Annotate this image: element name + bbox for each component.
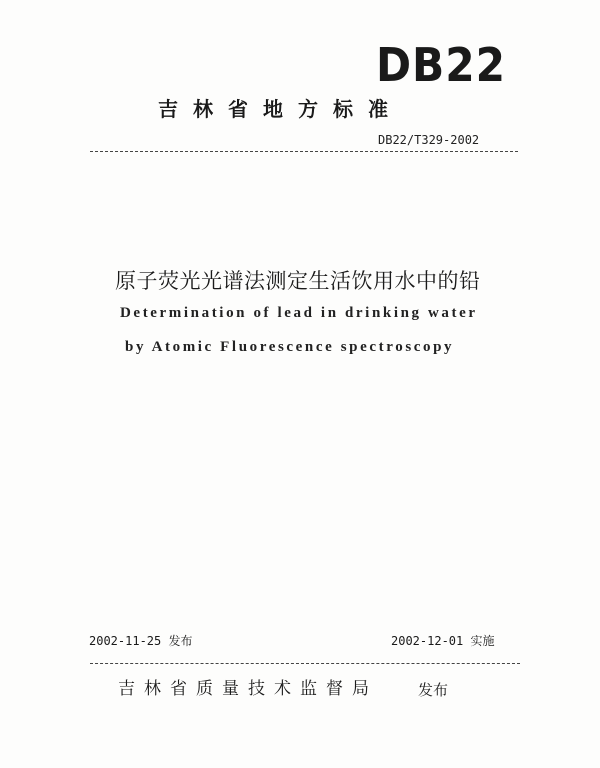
standard-code: DB22 [376,38,506,92]
header-divider [90,151,518,152]
footer-divider [90,663,520,664]
title-english-line-2: by Atomic Fluorescence spectroscopy [125,339,455,355]
standard-type: 吉林省地方标准 [158,97,403,121]
title-english-line-1: Determination of lead in drinking water [120,305,478,321]
document-number: DB22/T329-2002 [378,133,480,147]
implementation-date: 2002-12-01 实施 [391,634,495,648]
publisher-name: 吉林省质量技术监督局 [118,679,378,699]
publisher-suffix: 发布 [418,681,449,699]
issue-date: 2002-11-25 发布 [89,634,193,648]
title-chinese: 原子荧光光谱法测定生活饮用水中的铅 [115,269,481,293]
